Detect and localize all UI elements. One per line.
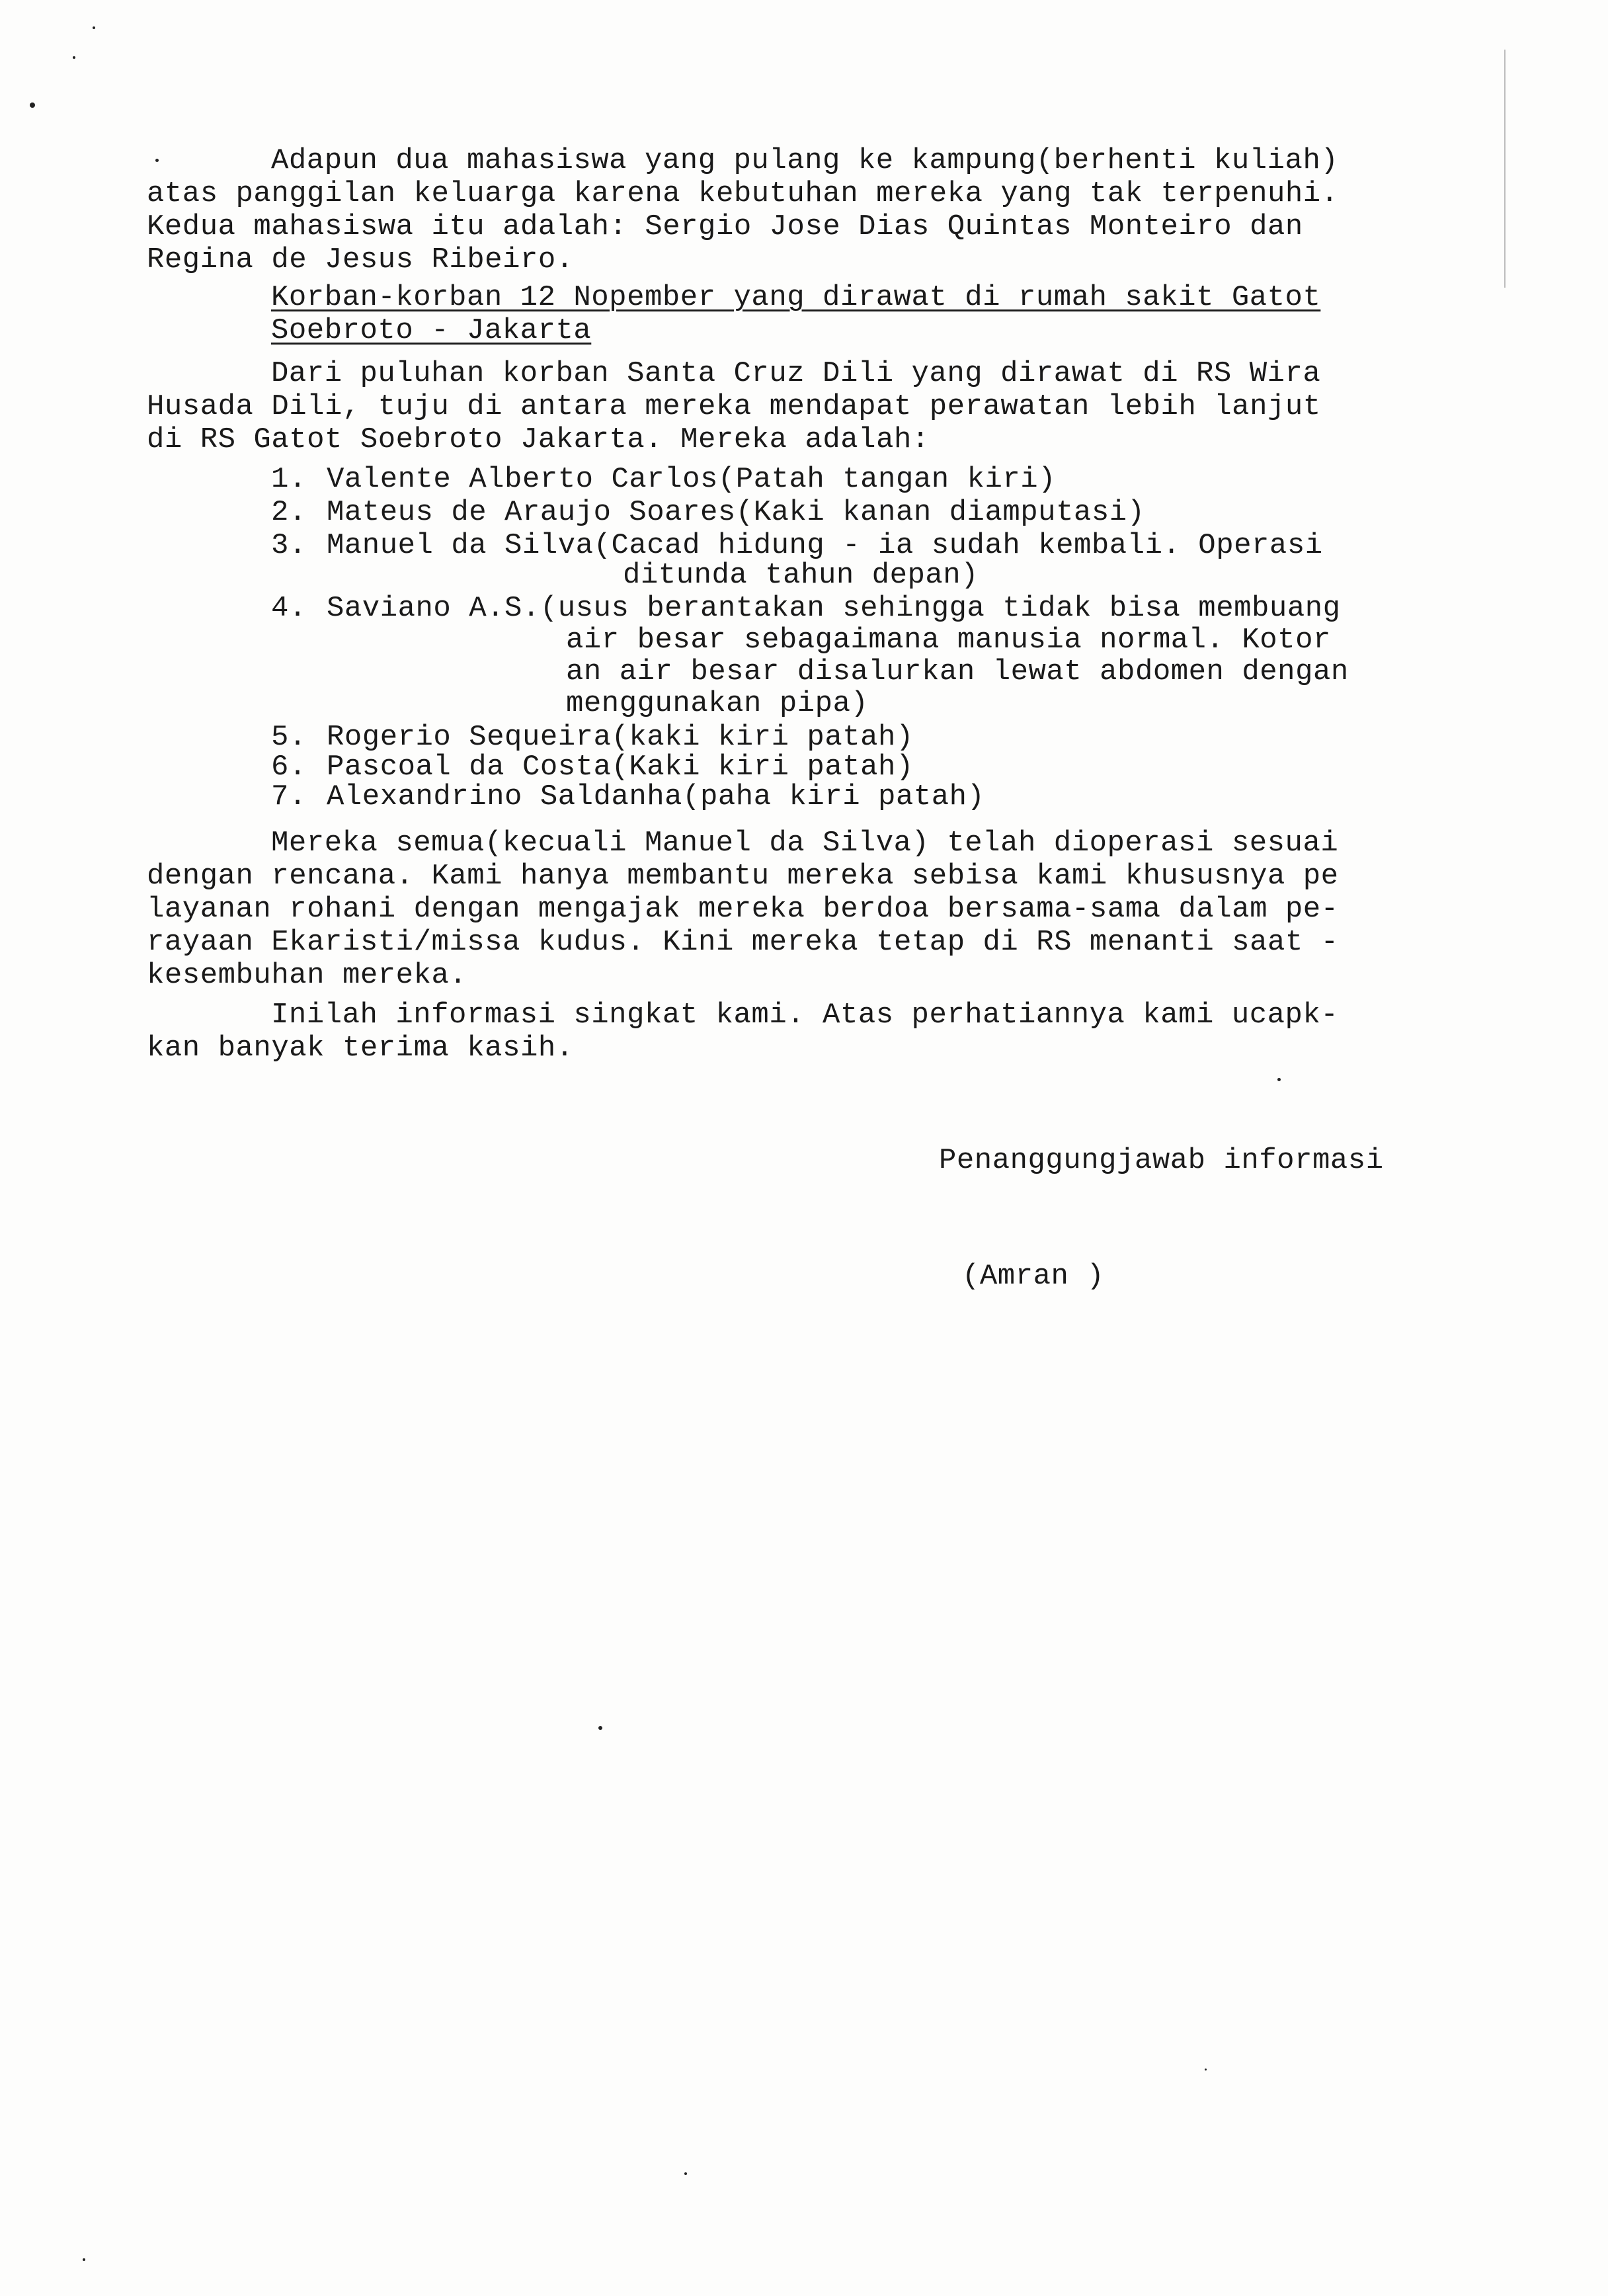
signature-title: Penanggungjawab informasi	[939, 1144, 1384, 1177]
list-item-continuation: an air besar disalurkan lewat abdomen dengan	[566, 655, 1349, 688]
list-item: Alexandrino Saldanha(paha kiri patah)	[327, 780, 985, 813]
scan-speck	[83, 2258, 85, 2261]
list-number: 4.	[271, 592, 307, 625]
closing-line: Inilah informasi singkat kami. Atas perhatiannya kami ucapk-	[271, 999, 1339, 1032]
scan-speck	[1205, 2069, 1207, 2070]
list-number: 2.	[271, 496, 307, 529]
victims-intro-line: Dari puluhan korban Santa Cruz Dili yang dirawat di RS Wira	[271, 357, 1321, 390]
scan-speck	[73, 56, 75, 59]
scan-speck	[684, 2172, 687, 2175]
list-item-continuation: air besar sebagaimana manusia normal. Kotor	[566, 624, 1331, 657]
operation-line: dengan rencana. Kami hanya membantu mereka sebisa kami khususnya pe	[147, 860, 1339, 893]
intro-line: Regina de Jesus Ribeiro.	[147, 243, 574, 276]
list-item: Pascoal da Costa(Kaki kiri patah)	[327, 751, 914, 784]
victims-intro-line: di RS Gatot Soebroto Jakarta. Mereka adalah:	[147, 423, 930, 456]
list-number: 6.	[271, 751, 307, 784]
list-item-continuation: menggunakan pipa)	[566, 687, 869, 720]
operation-line: layanan rohani dengan mengajak mereka berdoa bersama-sama dalam pe-	[147, 893, 1339, 926]
list-item: Manuel da Silva(Cacad hidung - ia sudah kembali. Operasi	[327, 529, 1323, 562]
scan-edge-line	[1504, 50, 1506, 288]
scan-speck	[1277, 1078, 1281, 1081]
list-number: 7.	[271, 780, 307, 813]
scan-speck	[155, 159, 159, 162]
signature-name: (Amran )	[962, 1260, 1105, 1293]
victims-intro-line: Husada Dili, tuju di antara mereka mendapat perawatan lebih lanjut	[147, 390, 1321, 423]
scan-speck	[93, 26, 95, 29]
list-item: Saviano A.S.(usus berantakan sehingga tidak bisa membuang	[327, 592, 1341, 625]
closing-line: kan banyak terima kasih.	[147, 1032, 574, 1065]
list-item-continuation: ditunda tahun depan)	[623, 559, 979, 592]
list-item: Rogerio Sequeira(kaki kiri patah)	[327, 721, 914, 754]
list-item: Mateus de Araujo Soares(Kaki kanan diamputasi)	[327, 496, 1145, 529]
section-heading: Soebroto - Jakarta	[271, 314, 592, 347]
operation-line: kesembuhan mereka.	[147, 959, 467, 992]
scan-speck	[30, 102, 35, 108]
intro-line: Adapun dua mahasiswa yang pulang ke kampung(berhenti kuliah)	[271, 144, 1339, 177]
section-heading: Korban-korban 12 Nopember yang dirawat di rumah sakit Gatot	[271, 281, 1321, 314]
list-number: 3.	[271, 529, 307, 562]
intro-line: Kedua mahasiswa itu adalah: Sergio Jose Dias Quintas Monteiro dan	[147, 210, 1303, 243]
operation-line: Mereka semua(kecuali Manuel da Silva) telah dioperasi sesuai	[271, 827, 1339, 860]
scan-speck	[598, 1726, 602, 1730]
list-number: 5.	[271, 721, 307, 754]
list-number: 1.	[271, 463, 307, 496]
intro-line: atas panggilan keluarga karena kebutuhan mereka yang tak terpenuhi.	[147, 177, 1339, 210]
list-item: Valente Alberto Carlos(Patah tangan kiri)	[327, 463, 1057, 496]
operation-line: rayaan Ekaristi/missa kudus. Kini mereka tetap di RS menanti saat -	[147, 926, 1339, 959]
